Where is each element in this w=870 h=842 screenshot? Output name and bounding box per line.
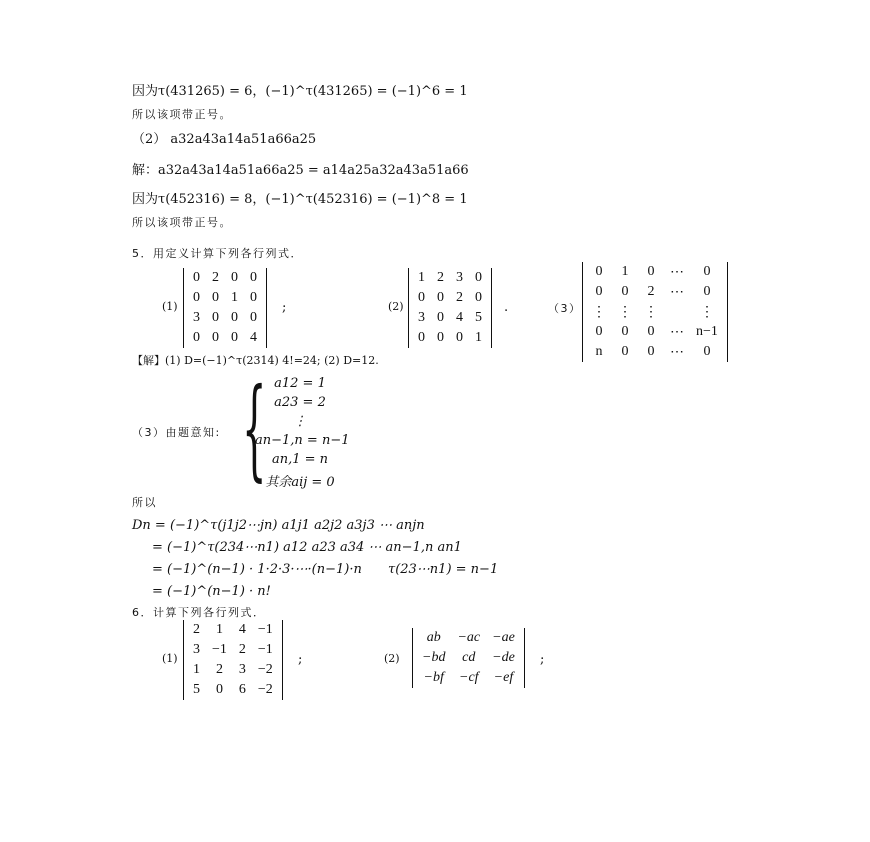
matrix-cell: 0: [193, 330, 200, 345]
system-equation: a23 = 2: [274, 395, 326, 410]
problem-5-heading: 5．用定义计算下列各行列式．: [132, 247, 303, 260]
matrix-cell: −bd: [422, 650, 446, 665]
matrix-row: [187, 660, 279, 680]
matrix-row: [187, 640, 279, 660]
det-5-label: (2): [384, 652, 400, 665]
matrix-cell: 0: [418, 330, 425, 345]
determinant-3: [582, 262, 728, 362]
matrix-cell: 0: [595, 264, 603, 279]
matrix-cell: cd: [462, 650, 476, 665]
matrix-cell: 3: [238, 662, 246, 677]
matrix-cell: 0: [250, 310, 257, 325]
matrix-cell: 3: [456, 270, 463, 285]
matrix-cell: −de: [492, 650, 515, 665]
determinant-4: [183, 620, 283, 700]
system-equation: ⋮: [293, 414, 307, 429]
matrix-cell: 0: [215, 682, 223, 697]
derivation-line-4: = (−1)^(n−1) · n!: [152, 584, 271, 599]
matrix-cell: 1: [475, 330, 482, 345]
conclusion-positive-2: 所以该项带正号。: [132, 216, 232, 229]
matrix-cell: 0: [437, 310, 444, 325]
matrix-cell: −ac: [457, 630, 481, 645]
matrix-row: [586, 322, 724, 342]
matrix-cell: 0: [456, 330, 463, 345]
matrix-cell: 0: [647, 264, 655, 279]
matrix-cell: 3: [193, 310, 200, 325]
matrix-cell: ⋮: [644, 304, 658, 320]
matrix-cell: 2: [193, 622, 200, 637]
matrix-cell: 2: [647, 284, 655, 299]
matrix-cell: 0: [703, 344, 711, 359]
matrix-cell: 4: [456, 310, 463, 325]
matrix-row: [412, 308, 488, 328]
line-tau-431265: 因为τ(431265) = 6，(−1)^τ(431265) = (−1)^6 = 1: [132, 84, 468, 99]
matrix-cell: 1: [621, 264, 629, 279]
system-equation: an,1 = n: [271, 452, 329, 467]
matrix-row: [586, 282, 724, 302]
matrix-cell: 0: [212, 290, 219, 305]
matrix-cell: 1: [193, 662, 200, 677]
matrix-cell: 0: [231, 330, 238, 345]
system-equation: 其余aij = 0: [265, 475, 335, 490]
matrix-cell: n−1: [696, 324, 718, 339]
matrix-row: [586, 302, 724, 322]
item-3-given: （3）由题意知:: [132, 426, 221, 439]
matrix-cell: 2: [437, 270, 444, 285]
matrix-cell: ⋮: [592, 304, 606, 320]
matrix-cell: 4: [238, 622, 246, 637]
matrix-cell: −2: [257, 682, 273, 697]
matrix-cell: 0: [647, 344, 655, 359]
matrix-row: [187, 288, 263, 308]
derivation-line-3: = (−1)^(n−1) · 1·2·3·⋯·(n−1)·n: [152, 562, 362, 577]
matrix-cell: 6: [238, 682, 246, 697]
matrix-cell: 3: [193, 642, 200, 657]
matrix-cell: −1: [212, 642, 227, 657]
matrix-cell: 0: [212, 330, 219, 345]
determinant-1: [183, 268, 267, 348]
matrix-cell: 5: [193, 682, 200, 697]
matrix-cell: 0: [621, 324, 629, 339]
determinant-5: [412, 628, 525, 688]
matrix-cell: 1: [231, 290, 238, 305]
matrix-cell: −ef: [493, 670, 514, 685]
det-4-label: (1): [162, 652, 178, 665]
matrix-row: [416, 628, 521, 648]
matrix-row: [412, 328, 488, 348]
matrix-cell: −bf: [423, 670, 444, 685]
matrix-cell: ⋮: [618, 304, 632, 320]
matrix-cell: 2: [215, 662, 223, 677]
derivation-note: τ(23⋯n1) = n−1: [388, 562, 499, 577]
matrix-cell: n: [595, 344, 603, 359]
det-2-end: .: [504, 300, 509, 315]
matrix-cell: 2: [238, 642, 246, 657]
matrix-cell: 0: [231, 310, 238, 325]
matrix-cell: 0: [250, 290, 257, 305]
det-4-end: ;: [298, 652, 303, 667]
det-1-end: ;: [282, 300, 287, 315]
matrix-cell: −ae: [492, 630, 515, 645]
equation-system: [255, 376, 350, 490]
matrix-cell: 0: [647, 324, 655, 339]
derivation-line-1: Dn = (−1)^τ(j1j2⋯jn) a1j1 a2j2 a3j3 ⋯ anjn: [132, 518, 425, 533]
matrix-row: [412, 268, 488, 288]
matrix-row: [187, 308, 263, 328]
matrix-row: [187, 680, 279, 700]
system-equation: a12 = 1: [274, 376, 326, 391]
matrix-row: [586, 342, 724, 362]
therefore-label: 所以: [132, 496, 157, 509]
matrix-cell: 4: [250, 330, 257, 345]
det-2-label: (2): [388, 300, 404, 313]
matrix-cell: 0: [193, 290, 200, 305]
system-equation: an−1,n = n−1: [255, 433, 350, 448]
matrix-cell: −1: [257, 642, 273, 657]
matrix-cell: −2: [257, 662, 273, 677]
matrix-cell: 0: [437, 290, 444, 305]
solution-5: 【解】(1) D=(−1)^τ(2314) 4!=24; (2) D=12.: [132, 354, 379, 367]
matrix-cell: 0: [250, 270, 257, 285]
problem-6-heading: 6．计算下列各行列式．: [132, 606, 266, 619]
item-2-product: （2） a32a43a14a51a66a25: [132, 132, 317, 147]
matrix-cell: ⋯: [670, 344, 684, 360]
matrix-row: [586, 262, 724, 282]
matrix-cell: 0: [621, 284, 629, 299]
matrix-cell: 0: [703, 284, 711, 299]
matrix-cell: 0: [437, 330, 444, 345]
matrix-cell: 0: [475, 270, 482, 285]
matrix-row: [187, 268, 263, 288]
matrix-cell: −1: [257, 622, 273, 637]
matrix-cell: 0: [418, 290, 425, 305]
matrix-cell: 0: [621, 344, 629, 359]
matrix-cell: −cf: [459, 670, 479, 685]
matrix-row: [412, 288, 488, 308]
left-brace: {: [242, 364, 267, 492]
conclusion-positive-1: 所以该项带正号。: [132, 108, 232, 121]
matrix-row: [416, 668, 521, 688]
matrix-cell: 5: [475, 310, 482, 325]
matrix-cell: ⋯: [670, 264, 684, 280]
matrix-cell: 0: [212, 310, 219, 325]
line-tau-452316: 因为τ(452316) = 8，(−1)^τ(452316) = (−1)^8 = 1: [132, 192, 468, 207]
det-5-end: ;: [540, 652, 545, 667]
matrix-cell: 0: [193, 270, 200, 285]
matrix-cell: ⋮: [699, 304, 714, 320]
matrix-cell: 1: [215, 622, 223, 637]
matrix-cell: 0: [475, 290, 482, 305]
matrix-row: [416, 648, 521, 668]
matrix-row: [187, 328, 263, 348]
derivation-line-2: = (−1)^τ(234⋯n1) a12 a23 a34 ⋯ an−1,n an1: [152, 540, 462, 555]
matrix-cell: ab: [426, 630, 441, 645]
solution-reorder: 解：a32a43a14a51a66a25 = a14a25a32a43a51a66: [132, 163, 469, 178]
det-3-label: （3）: [548, 302, 582, 315]
matrix-row: [187, 620, 279, 640]
matrix-cell: ⋯: [670, 284, 684, 300]
matrix-cell: 0: [231, 270, 238, 285]
matrix-cell: [664, 302, 690, 322]
det-1-label: (1): [162, 300, 178, 313]
matrix-cell: 0: [703, 264, 711, 279]
matrix-cell: 2: [212, 270, 219, 285]
matrix-cell: 2: [456, 290, 463, 305]
matrix-cell: ⋯: [670, 324, 684, 340]
matrix-cell: 3: [418, 310, 425, 325]
matrix-cell: 0: [595, 284, 603, 299]
determinant-2: [408, 268, 492, 348]
matrix-cell: 0: [595, 324, 603, 339]
matrix-cell: 1: [418, 270, 425, 285]
